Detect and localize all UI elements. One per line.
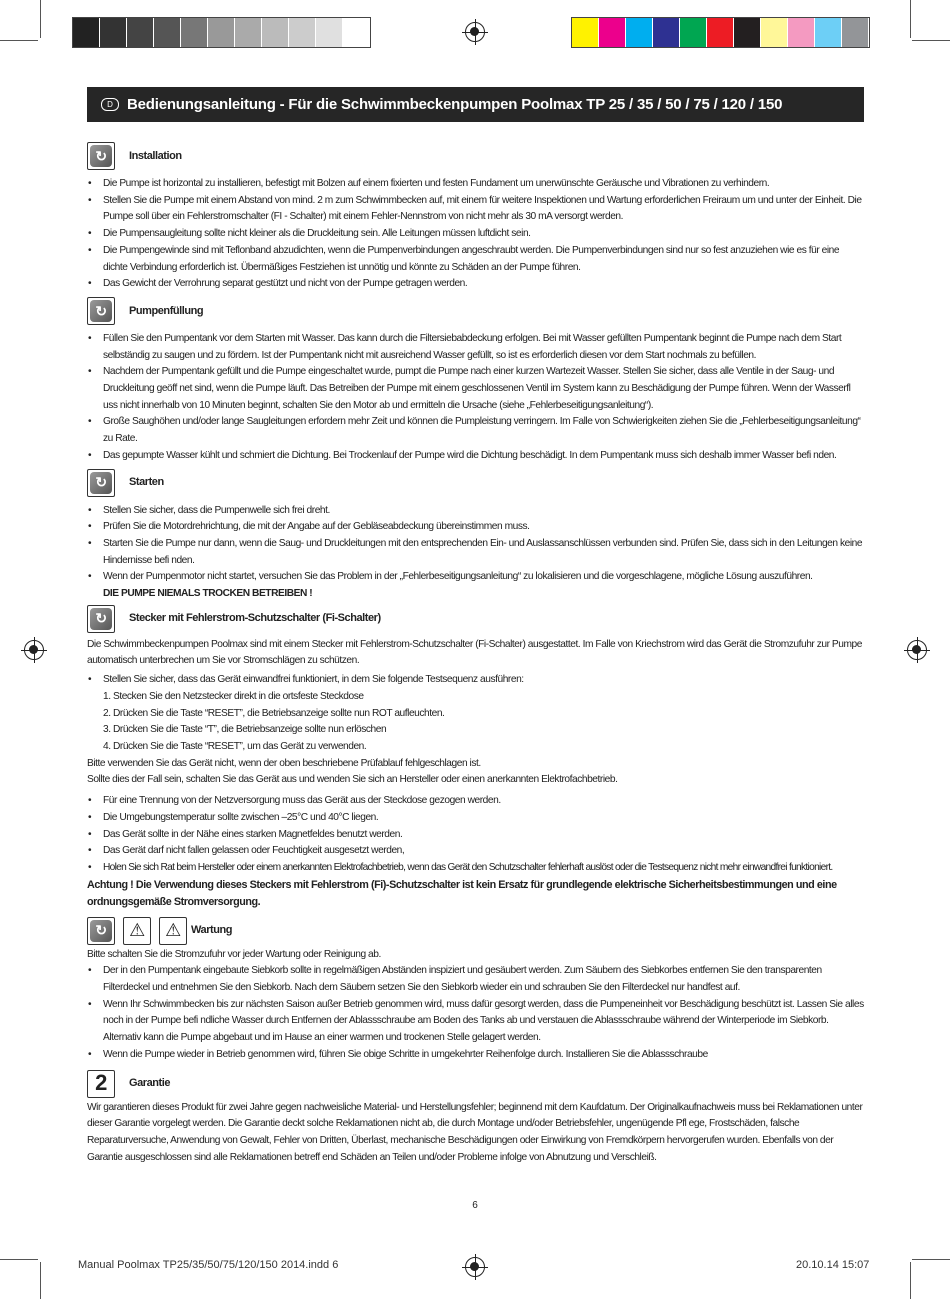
tool-icon: ↻ (87, 917, 115, 945)
section-title: Wartung (191, 924, 233, 937)
list-item: • Füllen Sie den Pumpentank vor dem Starten mit Wasser. Das kann durch die Filtersiebabdeckung erfolgen. Bei mit Wasser gefüllten Pumpentank beginnt die Pumpe nach dem Start selbständig zu saugen und zu fördern. Ist der Pumpentank nicht mit ausreichend Wasser gefüllt, so ist es erforderlich diesen vor dem Start nochmals zu befüllen. (87, 331, 864, 364)
crop-mark (0, 40, 38, 41)
page-header-bar (87, 87, 864, 122)
test-step: 3. Drücken Sie die Taste “T”, die Betriebsanzeige sollte nun erlöschen (103, 724, 387, 736)
list-item: • Für eine Trennung von der Netzversorgung muss das Gerät aus der Steckdose gezogen werden. (87, 793, 864, 810)
start-list (87, 503, 864, 587)
fill-list (87, 331, 864, 465)
plug-list (87, 793, 864, 877)
registration-mark-icon (465, 1257, 485, 1277)
list-item: • Das gepumpte Wasser kühlt und schmiert die Dichtung. Bei Trockenlauf der Pumpe wird die Dichtung beschädigt. In dem Pumpentank muss sich deshalb immer Wasser befi nden. (87, 448, 864, 465)
page-title: Bedienungsanleitung - Für die Schwimmbeckenpumpen Poolmax TP 25 / 35 / 50 / 75 / 120 / 150 (127, 96, 783, 113)
color-swatch (154, 18, 181, 47)
color-swatch (316, 18, 343, 47)
page-number: 6 (472, 1200, 478, 1211)
section-heading-fill (87, 295, 864, 327)
color-swatch (680, 18, 707, 47)
footer-datetime: 20.10.14 15:07 (796, 1259, 870, 1271)
warning-icon: ⚠ (123, 917, 151, 945)
section-title: Stecker mit Fehlerstrom-Schutzschalter (Fi-Schalter) (129, 612, 381, 625)
list-item: • Stellen Sie sicher, dass die Pumpenwelle sich frei dreht. (87, 503, 864, 520)
list-item: • Das Gerät darf nicht fallen gelassen oder Feuchtigkeit ausgesetzt werden, (87, 843, 864, 860)
list-item: • Stellen Sie sicher, dass das Gerät einwandfrei funktioniert, in dem Sie folgende Testsequenz ausführen: (87, 672, 864, 689)
list-item: • Prüfen Sie die Motordrehrichtung, die mit der Angabe auf der Gebläseabdeckung übereinstimmen muss. (87, 519, 864, 536)
color-swatch (262, 18, 289, 47)
maintenance-list (87, 963, 864, 1063)
tool-icon: ↻ (87, 605, 115, 633)
test-step: 1. Stecken Sie den Netzstecker direkt in die ortsfeste Steckdose (103, 690, 364, 702)
warranty-two-years-icon: 2 (87, 1070, 115, 1098)
list-item: • Der in den Pumpentank eingebaute Siebkorb sollte in regelmäßigen Abständen inspiziert und gesäubert werden. Zum Säubern des Siebkorbes entfernen Sie den transparenten Filterdeckel und entnehmen Sie den Siebkorb. Nach dem Säubern setzen Sie den Siebkorb wieder ein und schrauben Sie den Filterdeckel nur handfest auf. (87, 963, 864, 996)
grayscale-color-bar (72, 17, 371, 48)
process-color-bar (571, 17, 870, 48)
list-item: • Stellen Sie die Pumpe mit einem Abstand von mind. 2 m zum Schwimmbecken auf, mit einem für weitere Inspektionen und Wartung erforderlichen Freiraum um und unter der Einheit. Die Pumpe soll über ein Fehlerstromschalter (FI - Schalter) mit einem Fehler-Nennstrom von nicht mehr als 30 mA versorgt werden. (87, 193, 864, 226)
language-badge: D (101, 98, 119, 111)
crop-mark (912, 40, 950, 41)
electric-warning-icon: ⚠ (159, 917, 187, 945)
crop-mark (40, 0, 41, 38)
color-swatch (626, 18, 653, 47)
color-swatch (761, 18, 788, 47)
color-swatch (653, 18, 680, 47)
plug-test-list (87, 672, 864, 689)
color-swatch (181, 18, 208, 47)
test-steps (87, 689, 864, 756)
section-heading-warranty (87, 1068, 864, 1100)
color-swatch (734, 18, 761, 47)
color-swatch (815, 18, 842, 47)
list-item: • Wenn der Pumpenmotor nicht startet, versuchen Sie das Problem in der „Fehlerbeseitigungsanleitung“ zu lokalisieren und die vorgeschlagene, mögliche Lösung auszuführen. (87, 569, 864, 586)
color-swatch (343, 18, 370, 47)
section-heading-plug (87, 603, 864, 635)
list-item: • Die Pumpengewinde sind mit Teflonband abzudichten, wenn die Pumpenverbindungen angeschraubt werden. Die Pumpenverbindungen sind nur so fest anzuziehen wie es für eine dichte Verbindung erforderlich ist. Übermäßiges Festziehen ist unnötig und könnte zu Schäden an der Pumpe führen. (87, 243, 864, 276)
registration-mark-icon (24, 640, 44, 660)
color-swatch (842, 18, 869, 47)
maintenance-intro: Bitte schalten Sie die Stromzufuhr vor jeder Wartung oder Reinigung ab. (87, 948, 381, 960)
section-heading-maintenance (87, 915, 864, 947)
registration-mark-icon (907, 640, 927, 660)
section-title: Garantie (129, 1077, 171, 1090)
list-item: • Starten Sie die Pumpe nur dann, wenn die Saug- und Druckleitungen mit den entsprechenden Ein- und Auslassanschlüssen verbunden sind. Prüfen Sie, dass sich in den Leitungen keine Hindernisse befi nden. (87, 536, 864, 569)
color-swatch (289, 18, 316, 47)
list-item: • Das Gewicht der Verrohrung separat gestützt und nicht von der Pumpe getragen werden. (87, 276, 864, 293)
list-item: • Wenn die Pumpe wieder in Betrieb genommen wird, führen Sie obige Schritte in umgekehrter Reihenfolge durch. Installieren Sie die Ablassschraube (87, 1047, 864, 1064)
crop-mark (912, 1259, 950, 1260)
list-item: • Die Pumpensaugleitung sollte nicht kleiner als die Druckleitung sein. Alle Leitungen müssen luftdicht sein. (87, 226, 864, 243)
manual-content (87, 140, 864, 1166)
color-swatch (100, 18, 127, 47)
section-title: Pumpenfüllung (129, 304, 204, 317)
crop-mark (910, 0, 911, 38)
color-swatch (127, 18, 154, 47)
list-item: • Nachdem der Pumpentank gefüllt und die Pumpe eingeschaltet wurde, pumpt die Pumpe nach einer kurzen Wartezeit Wasser. Stellen Sie sicher, dass alle Ventile in der Saug- und Druckleitung geöff net sind, wenn die Pumpe läuft. Das Betreiben der Pumpe mit einem geschlossenen Ventil im System kann zu Beschädigung der Pumpe führen. Wenn der Wasserfl uss nicht innerhalb von 10 Minuten beginnt, schalten Sie den Motor ab und ermitteln die Ursache (siehe „Fehlerbeseitigungsanleitung“). (87, 364, 864, 414)
crop-mark (0, 1259, 38, 1260)
color-swatch (73, 18, 100, 47)
section-title: Installation (129, 149, 182, 162)
color-swatch (599, 18, 626, 47)
test-step: 2. Drücken Sie die Taste “RESET”, die Betriebsanzeige sollte nun ROT aufleuchten. (103, 707, 445, 719)
color-swatch (788, 18, 815, 47)
section-title: Starten (129, 476, 164, 489)
plug-note: Bitte verwenden Sie das Gerät nicht, wenn der oben beschriebene Prüfablauf fehlgeschlagen ist. (87, 757, 481, 769)
list-item: • Wenn Ihr Schwimmbecken bis zur nächsten Saison außer Betrieb genommen wird, muss dafür gesorgt werden, dass die Pumpeneinheit vor Beschädigung beschützt ist. Lassen Sie alles noch in der Pumpe befi ndliche Wasser durch Entfernen der Ablassschraube am Boden des Tanks ab und verstauen die Ablassschraube während der Winterperiode im Siebkorb. Alternativ kann die Pumpe abgebaut und im Hause an einer warmen und trockenen Stelle gelagert werden. (87, 997, 864, 1047)
crop-mark (910, 1262, 911, 1299)
color-swatch (208, 18, 235, 47)
list-item: • Die Pumpe ist horizontal zu installieren, befestigt mit Bolzen auf einem fixierten und festen Fundament um unerwünschte Geräusche und Vibrationen zu verhindern. (87, 176, 864, 193)
test-step: 4. Drücken Sie die Taste “RESET”, um das Gerät zu verwenden. (103, 740, 367, 752)
installation-list (87, 176, 864, 293)
footer-filename: Manual Poolmax TP25/35/50/75/120/150 2014.indd 6 (78, 1259, 339, 1271)
list-item: • Holen Sie sich Rat beim Hersteller oder einem anerkannten Elektrofachbetrieb, wenn das Gerät den Schutzschalter fehlerhaft auslöst oder die Testsequenz nicht mehr einwandfrei funktioniert. (87, 860, 864, 877)
tool-icon: ↻ (87, 142, 115, 170)
section-heading-installation (87, 140, 864, 172)
plug-intro: Die Schwimmbeckenpumpen Poolmax sind mit einem Stecker mit Fehlerstrom-Schutzschalter (Fi-Schalter) ausgestattet. Im Falle von Kriechstrom wird das Gerät die Stromzufuhr zur Pumpe automatisch unterbrechen um Sie vor Stromschlägen zu schützen. (87, 638, 862, 667)
tool-icon: ↻ (87, 469, 115, 497)
registration-mark-icon (465, 22, 485, 42)
crop-mark (40, 1262, 41, 1299)
tool-icon: ↻ (87, 297, 115, 325)
color-swatch (572, 18, 599, 47)
warranty-text: Wir garantieren dieses Produkt für zwei Jahre gegen nachweisliche Material- und Herstellungsfehler; beginnend mit dem Kaufdatum. Der Originalkaufnachweis muss bei Reklamationen unter dieser Garantie vorgelegt werden. Die Garantie deckt solche Reklamationen nicht ab, die durch Montage und/oder Betriebsfehler, ungenügende Pfl ege, Frostschäden, falsche Reparaturversuche, Anwendung von Gewalt, Fehler von Dritten, Überlast, mechanische Beschädigungen oder Einwirkung von Fremdkörpern hervorgerufen wurden. Ebenfalls von der Garantie ausgeschlossen sind alle Reklamationen betreff end Schäden an Teilen und/oder Probleme infolge von Abnutzung und Verschleiß. (87, 1101, 863, 1163)
section-heading-start (87, 467, 864, 499)
color-swatch (235, 18, 262, 47)
caution-note: Achtung ! Die Verwendung dieses Steckers mit Fehlerstrom (Fi)-Schutzschalter ist kein Ersatz für grundlegende elektrische Sicherheitsbestimmungen und eine ordnungsgemäße Stromversorgung. (87, 878, 837, 908)
color-swatch (707, 18, 734, 47)
plug-note: Sollte dies der Fall sein, schalten Sie das Gerät aus und wenden Sie sich an Hersteller oder einen anerkannten Elektrofachbetrieb. (87, 774, 618, 786)
list-item: • Die Umgebungstemperatur sollte zwischen –25°C und 40°C liegen. (87, 810, 864, 827)
list-item: • Große Saughöhen und/oder lange Saugleitungen erfordern mehr Zeit und können die Pumpleistung verringern. Im Falle von Schwierigkeiten ziehen Sie die „Fehlerbeseitigungsanleitung“ zu Rate. (87, 414, 864, 447)
dry-run-warning: DIE PUMPE NIEMALS TROCKEN BETREIBEN ! (103, 588, 313, 600)
list-item: • Das Gerät sollte in der Nähe eines starken Magnetfeldes benutzt werden. (87, 827, 864, 844)
